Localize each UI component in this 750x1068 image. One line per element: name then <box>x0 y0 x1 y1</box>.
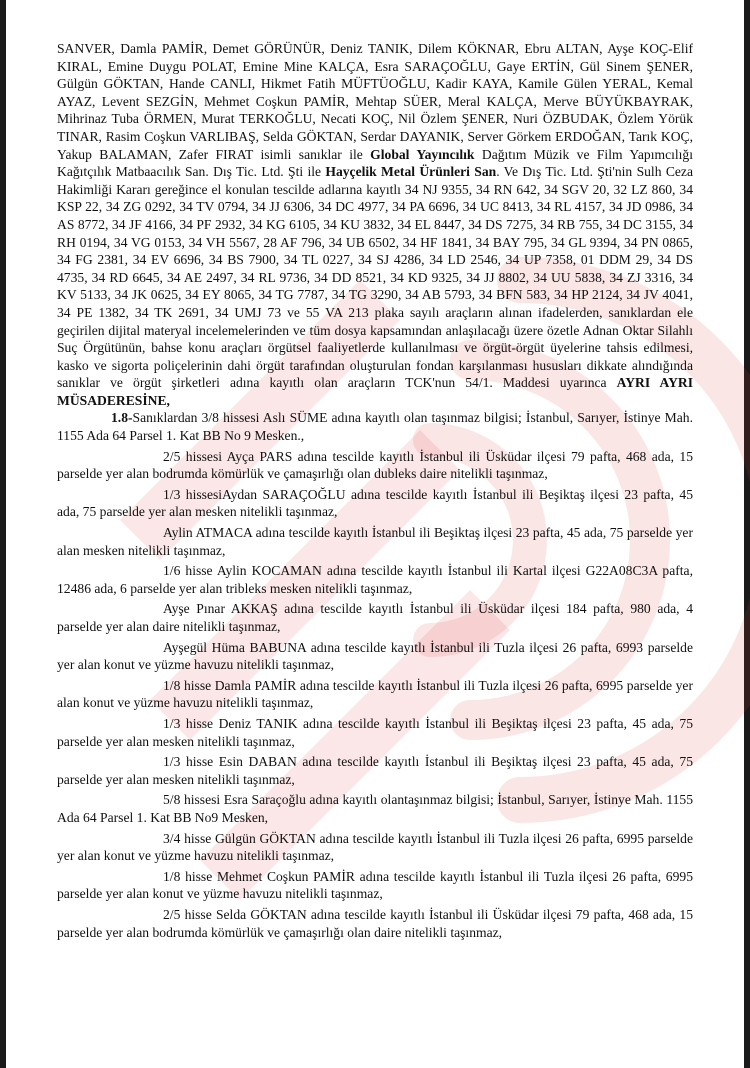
property-item-7: 1/8 hisse Damla PAMİR adına tescilde kayıtlı İstanbul ili Tuzla ilçesi 26 pafta, 6995 parselde yer alan konut ve yüzme havuzu nitelikli taşınmaz, <box>57 677 693 711</box>
property-item-5: Ayşe Pınar AKKAŞ adına tescilde kayıtlı İstanbul ili Üsküdar ilçesi 184 pafta, 980 ada, 4 parselde yer alan daire nitelikli taşınmaz, <box>57 601 693 634</box>
property-item-3: Aylin ATMACA adına tescilde kayıtlı İstanbul ili Beşiktaş ilçesi 23 pafta, 45 ada, 75 parselde yer alan mesken nitelikli taşınmaz, <box>57 525 693 558</box>
property-item-8: 1/3 hisse Deniz TANIK adına tescilde kayıtlı İstanbul ili Beşiktaş ilçesi 23 pafta, 45 ada, 75 parselde yer alan mesken nitelikli taşınmaz, <box>57 715 693 749</box>
property-item-2: 1/3 hissesiAydan SARAÇOĞLU adına tescilde kayıtlı İstanbul ili Beşiktaş ilçesi 23 pafta, 45 ada, 75 parselde yer alan mesken nitelikli taşınmaz, <box>57 486 693 520</box>
property-item-4: 1/6 hisse Aylin KOCAMAN adına tescilde kayıtlı İstanbul ili Kartal ilçesi G22A08C3A pafta, 12486 ada, 6 parselde yer alan tribleks mesken nitelikli taşınmaz, <box>57 563 693 596</box>
scan-border-right <box>744 0 750 1068</box>
company-name-haycelik: Hayçelik Metal Ürünleri San <box>325 164 497 180</box>
document-page <box>57 40 693 941</box>
property-item-6: Ayşegül Hüma BABUNA adına tescilde kayıtlı İstanbul ili Tuzla ilçesi 26 pafta, 6993 parselde yer alan konut ve yüzme havuzu nitelikli taşınmaz, <box>57 639 693 673</box>
property-item-11: 3/4 hisse Gülgün GÖKTAN adına tescilde kayıtlı İstanbul ili Tuzla ilçesi 26 pafta, 6995 parselde yer alan konut ve yüzme havuzu nitelikli taşınmaz, <box>57 830 693 864</box>
property-item-1: 2/5 hissesi Ayça PARS adına tescilde kayıtlı İstanbul ili Üsküdar ilçesi 79 pafta, 468 ada, 15 parselde yer alan bodrumda kömürlük ve çamaşırlığı olan dubleks daire nitelikli taşınmaz, <box>57 448 693 482</box>
property-item-9: 1/3 hisse Esin DABAN adına tescilde kayıtlı İstanbul ili Beşiktaş ilçesi 23 pafta, 45 ada, 75 parselde yer alan mesken nitelikli taşınmaz, <box>57 754 693 787</box>
intro-text-2: Dağıtım Müzik ve Film Yapımcılığı Kağıtçılık Matbaacılık San. Dış Tic. Ltd. Şti ile <box>57 146 694 180</box>
scan-border-left <box>0 0 6 1068</box>
intro-paragraph <box>57 40 693 409</box>
property-item-10: 5/8 hissesi Esra Saraçoğlu adına kayıtlı olantaşınmaz bilgisi; İstanbul, Sarıyer, İstinye Mah. 1155 Ada 64 Parsel 1. Kat BB No9 Mesken, <box>57 792 693 825</box>
section-1-8 <box>57 409 693 444</box>
intro-text-3: . Ve Dış Tic. Ltd. Şti'nin Sulh Ceza Hakimliği Kararı gereğince el konulan tescilde adlarına kayıtlı 34 NJ 9355, 34 RN 642, 34 SGV 20, 32 LZ 860, 34 KSP 22, 34 ZG 0292, 34 TV 0794, 34 JJ 6306, 34 DC 4977, 34 PA 6696, 34 UC 8413, 34 RL 4157, 34 JD 0986, 34 AS 8772, 34 JF 4166, 34 PF 2932, 34 KG 6105, 34 KU 3832, 34 EL 8447, 34 DS 7275, 34 RB 755, 34 DC 3155, 34 RH 0194, 34 VG 0153, 34 VH 5567, 28 AF 796, 34 UB 6502, 34 HF 1841, 34 BAY 795, 34 GL 9394, 34 PN 0865, 34 FG 2381, 34 EV 6696, 34 BS 7900, 34 TL 0227, 34 SJ 4286, 34 LD 2546, 34 UP 7358, 01 DDM 29, 34 DS 4735, 34 RD 6645, 34 AE 2497, 34 RL 9736, 34 DD 8521, 34 KD 9325, 34 JJ 8802, 34 UU 5838, 34 ZJ 3316, 34 KV 5133, 34 JK 0625, 34 EY 8065, 34 TG 7787, 34 TG 3290, 34 AB 5793, 34 BFN 583, 34 HP 2124, 34 JV 4041, 34 PE 1382, 34 TK 2691, 34 UMJ 73 ve 55 VA 213 plaka sayılı araçların alınan ifadelerden, sanıklardan ele geçirilen dijital materyal incelemelerinden ve tüm dosya kapsamından anlaşılacağı üzere özetle Adnan Oktar Silahlı Suç Örgütünün, bahse konu araçları örgütsel faaliyetlerde kullanılması ve örgüt-örgüt üyelerine tahsis edilmesi, kasko ve sigorta poliçelerinin dahi örgüt tarafından oluşturulan fondan karşılanması hususları dikkate alındığında sanıklar ve örgüt şirketleri adına kayıtlı olan araçların TCK'nun 54/1. Maddesi uyarınca <box>57 164 693 391</box>
company-name-global: Global Yayıncılık <box>370 146 475 162</box>
property-item-13: 2/5 hisse Selda GÖKTAN adına tescilde kayıtlı İstanbul ili Üsküdar ilçesi 79 pafta, 468 ada, 15 parselde yer alan bodrumda kömürlük ve çamaşırlığı olan daire nitelikli taşınmaz, <box>57 906 693 940</box>
intro-text-1: SANVER, Damla PAMİR, Demet GÖRÜNÜR, Deniz TANIK, Dilem KÖKNAR, Ebru ALTAN, Ayşe KOÇ-Elif KIRAL, Emine Duygu POLAT, Emine Mine KALÇA, Esra SARAÇOĞLU, Gaye ERTİN, Gül Sinem ŞENER, Gülgün GÖKTAN, Hande CANLI, Hikmet Fatih MÜFTÜOĞLU, Kadir KAYA, Kamile Gülen YERAL, Kemal AYAZ, Levent SEZGİN, Mehmet Coşkun PAMİR, Mehtap SÜER, Meral KALÇA, Merve BÜYÜKBAYRAK, Mihrinaz Tuba ÖRMEN, Murat TERKOĞLU, Necati KOÇ, Nil Özlem ŞENER, Nuri ÖZBUDAK, Özlem Yörük TINAR, Rasim Coşkun VARLIBAŞ, Selda GÖKTAN, Serdar DAYANIK, Server Görkem ERDOĞAN, Tarık KOÇ, Yakup BALAMAN, Zafer FIRAT isimli sanıklar ile <box>57 41 693 162</box>
property-item-12: 1/8 hisse Mehmet Coşkun PAMİR adına tescilde kayıtlı İstanbul ili Tuzla ilçesi 26 pafta, 6995 parselde yer alan konut ve yüzme havuzu nitelikli taşınmaz, <box>57 868 693 902</box>
section-number: 1.8- <box>111 410 133 426</box>
verdict-text: AYRI AYRI MÜSADERESİNE, <box>57 375 693 408</box>
section-text: Sanıklardan 3/8 hissesi Aslı SÜME adına kayıtlı olan taşınmaz bilgisi; İstanbul, Sarıyer, İstinye Mah. 1155 Ada 64 Parsel 1. Kat BB No 9 Mesken., <box>57 410 693 444</box>
